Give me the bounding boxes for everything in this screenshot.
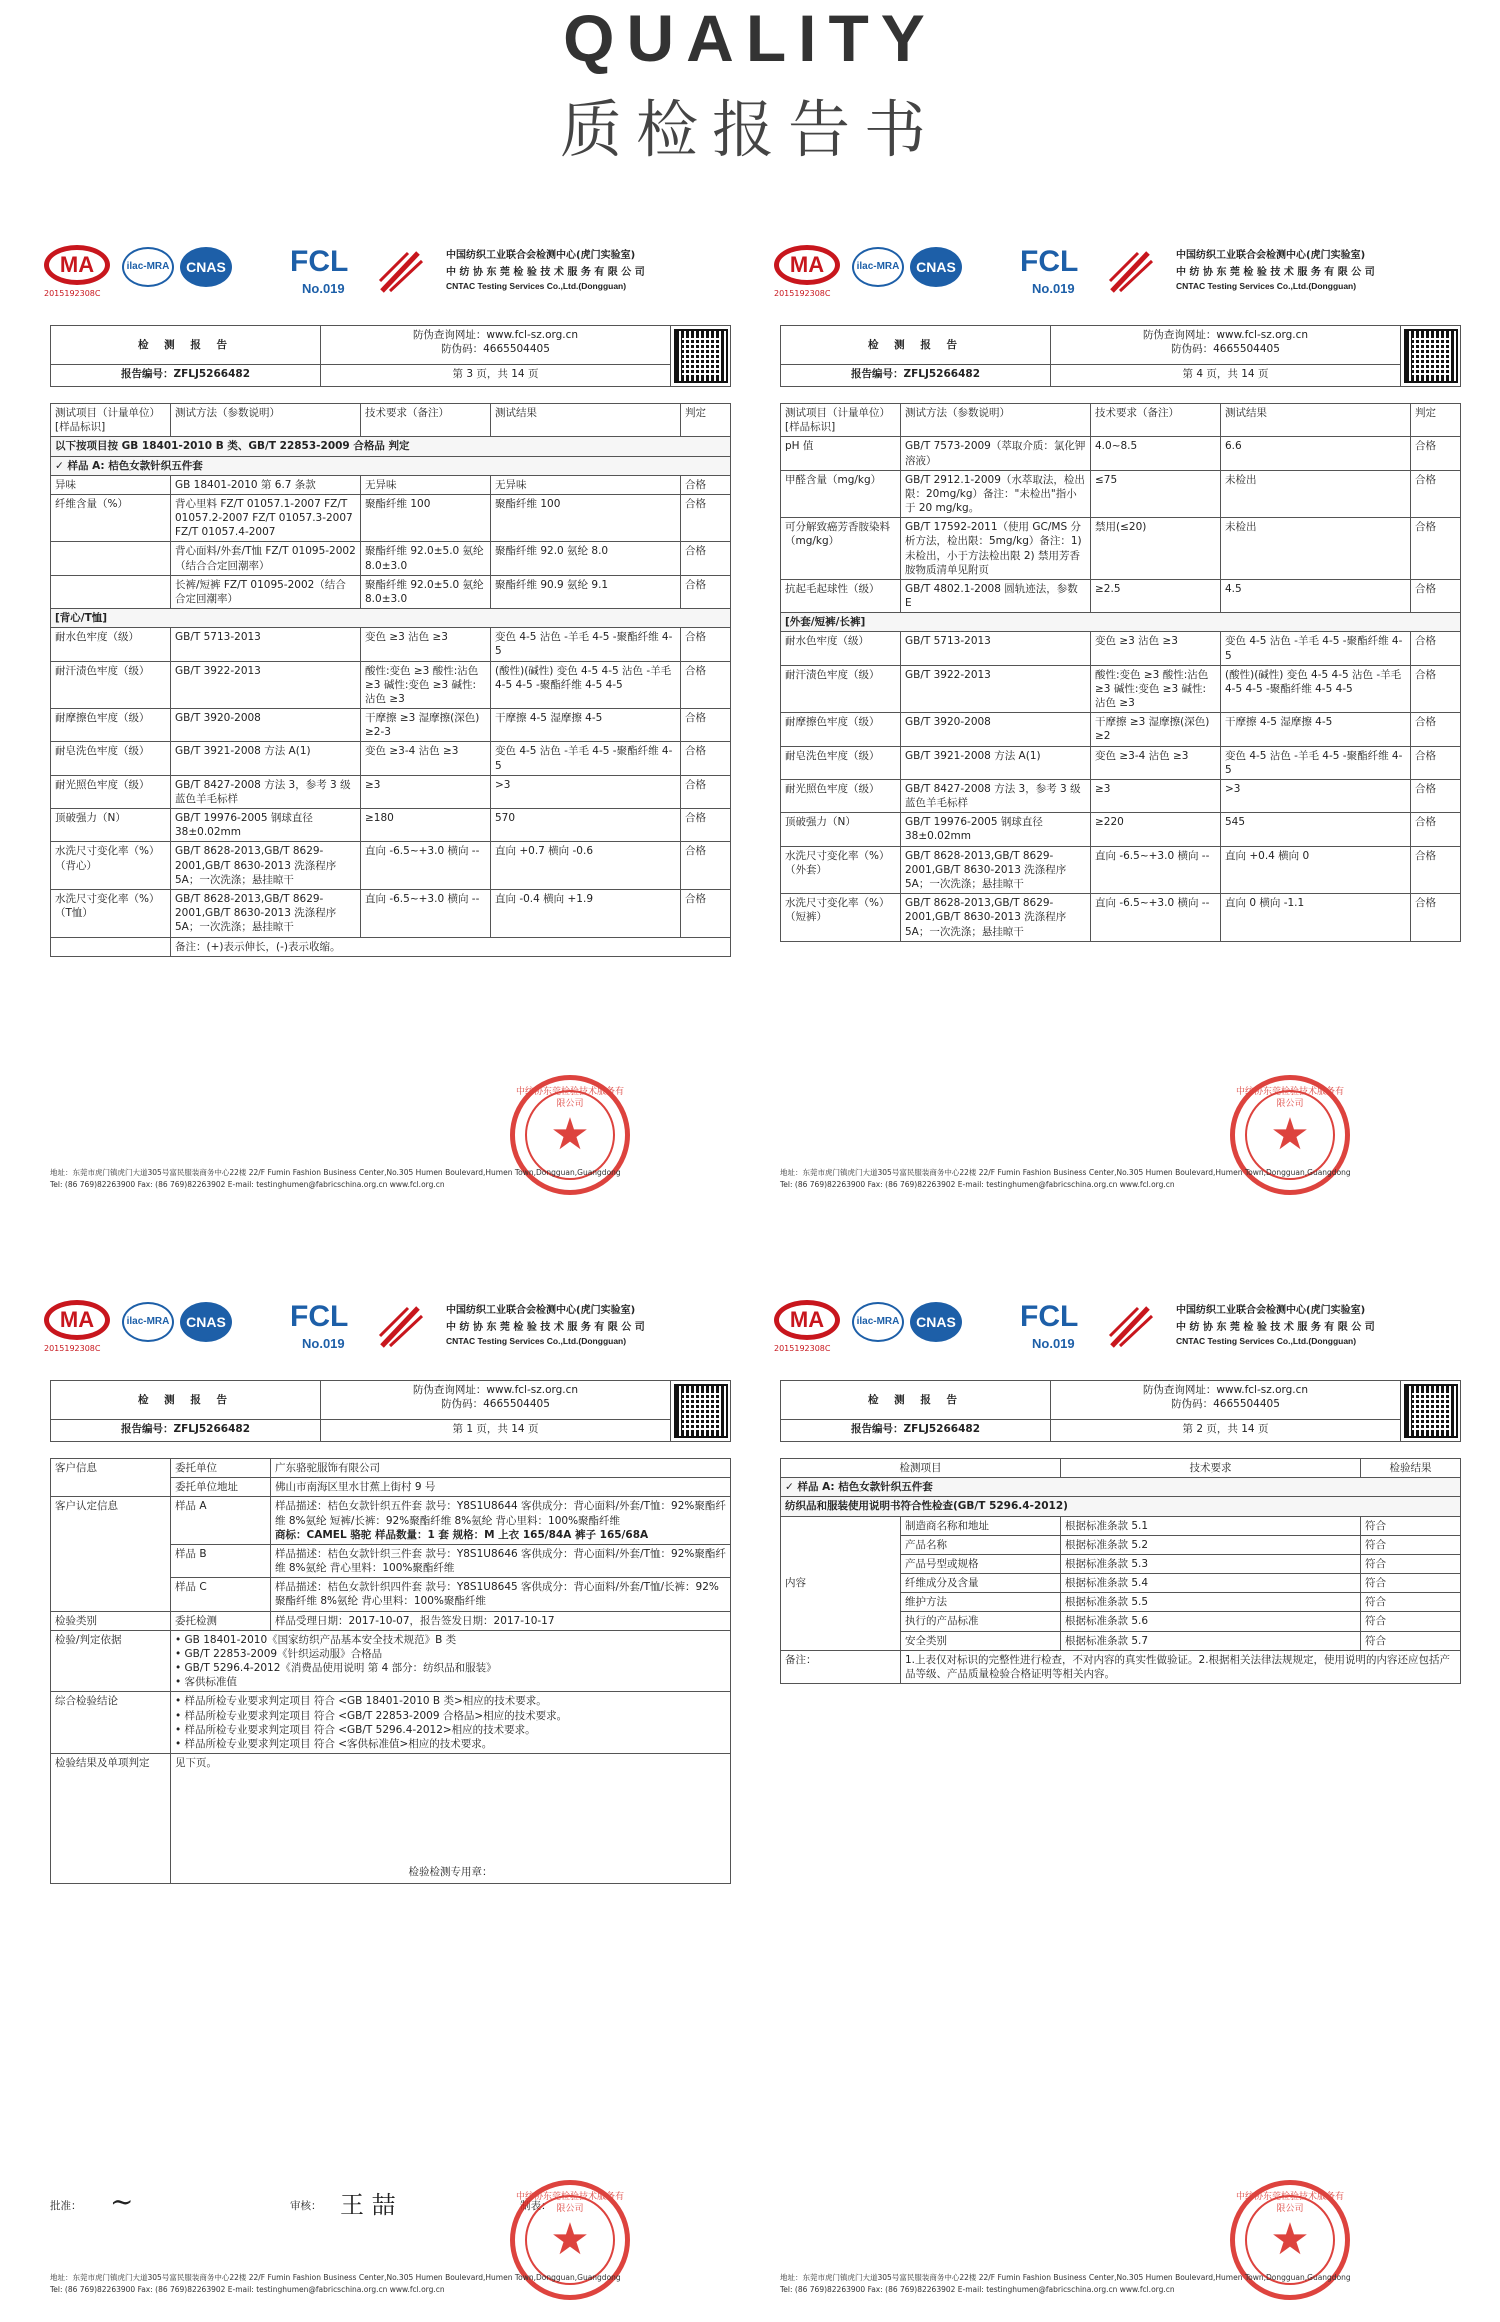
page-info: 第 3 页，共 14 页 [321, 364, 671, 386]
report-page-4 [760, 225, 1480, 1205]
official-seal: 中纺协东莞检验技术服务有限公司 ★ [1230, 2180, 1350, 2300]
flag-icon [1108, 1302, 1154, 1350]
table-row: 抗起毛起球性（级） GB/T 4802.1-2008 圆轨迹法，参数 E ≥2.5 4.5 合格 [781, 579, 1461, 612]
cover-table: 客户信息 委托单位 广东骆驼服饰有限公司 委托单位地址 佛山市南海区里水甘蕉上街村 9 号 客户认定信息 样品 A 样品描述：桔色女款针织五件套 款号：Y8S1U8644 客供成分：背心面料/外套/T恤：92%聚酯纤维 8%氨纶 短裤/长裤：92%聚酯纤维 8%氨纶 背心里料：100%聚酯纤维 商标：CAMEL 骆驼 样品数量：1 套 规格：M 上衣 165/84A 裤子 165/68A 样品 B 样品描述：桔色女款针织三件套 款号：Y8S1U8646 客供成分：背心面料/外套/T恤：92%聚酯纤维 8%氨纶 背心里料：100%聚酯纤维 样品 C 样品描述：桔色女款针织四件套 款号：Y8S1U8645 客供成分：背心面料/外套/T恤/长裤：92%聚酯纤维 8%氨纶 背心里料：100%聚酯纤维 检验类别 委托检测 样品受理日期：2017-10-07，报告签发日期：2017-10-17 检验/判定依据 • GB 18401-2010《国家纺织产品基本安全技术规范》B 类 • GB/T 22853-2009《针织运动服》合格品 • GB/T 5296.4-2012《消费品使用说明 第 4 部分：纺织品和服装》 • 客供标准值 综合检验结论 • 样品所检专业要求判定项目 符合 <GB 18401-2010 B 类>相应的技术要求。 • 样品所检专业要求判定项目 符合 <GB/T 22853-2009 合格品>相应的技术要求。 • 样品所检专业要求判定项目 符合 <GB/T 5296.4-2012>相应的技术要求。 • 样品所检专业要求判定项目 符合 <客供标准值>相应的技术要求。 检验结果及单项判定 见下页。 检验检测专用章： [50, 1458, 731, 1884]
fcl-logo: FCL [1020, 245, 1079, 278]
table-row: 顶破强力（N） GB/T 19976-2005 钢球直径 38±0.02mm ≥180 570 合格 [51, 809, 731, 842]
sample-row: 样品 C 样品描述：桔色女款针织四件套 款号：Y8S1U8645 客供成分：背心面料/外套/T恤/长裤：92%聚酯纤维 8%氨纶 背心里料：100%聚酯纤维 [51, 1578, 731, 1611]
flag-icon [378, 1302, 424, 1350]
table-row: 长裤/短裤 FZ/T 01095-2002（结合合定回潮率） 聚酯纤维 92.0±5.0 氨纶 8.0±3.0 聚酯纤维 90.9 氨纶 9.1 合格 [51, 575, 731, 608]
fcl-number: No.019 [1032, 1336, 1075, 1351]
qr-code [674, 1384, 728, 1438]
table-row: 产品名称 根据标准条款 5.2 符合 [781, 1535, 1461, 1554]
table-row: 耐摩擦色牢度（级） GB/T 3920-2008 干摩擦 ≥3 湿摩擦(深色) ≥2-3 干摩擦 4-5 湿摩擦 4-5 合格 [51, 709, 731, 742]
table-row: 纤维含量（%） 背心里料 FZ/T 01057.1-2007 FZ/T 01057.2-2007 FZ/T 01057.3-2007 FZ/T 01057.4-2007 聚酯纤维 100 聚酯纤维 100 合格 [51, 494, 731, 542]
ma-number: 2015192308C [44, 289, 101, 298]
cnas-logo: CNAS [910, 1302, 962, 1342]
report-header-table: 检 测 报 告 防伪查询网址：www.fcl-sz.org.cn 防伪码：4665504405 报告编号：ZFLJ5266482 第 4 页，共 14 页 [780, 325, 1461, 387]
report-page-1 [30, 1280, 750, 2310]
report-page-2 [760, 1280, 1480, 2310]
sample-row: 客户认定信息 样品 A 样品描述：桔色女款针织五件套 款号：Y8S1U8644 客供成分：背心面料/外套/T恤：92%聚酯纤维 8%氨纶 短裤/长裤：92%聚酯纤维 8%氨纶 背心里料：100%聚酯纤维 商标：CAMEL 骆驼 样品数量：1 套 规格：M 上衣 165/84A 裤子 165/68A [51, 1497, 731, 1545]
results-table: 测试项目（计量单位）[样品标识] 测试方法（参数说明） 技术要求（备注） 测试结果 判定 pH 值 GB/T 7573-2009（萃取介质：氯化钾溶液） 4.0~8.5 6.6 合格 甲醛含量（mg/kg） GB/T 2912.1-2009（水萃取法，检出限：20mg/kg）备注："未检出"指小于 20 mg/kg。 ≤75 未检出 合格 可分解致癌芳香胺染料（mg/kg） GB/T 17592-2011（使用 GC/MS 分析方法，检出限：5mg/kg）备注：1) 未检出，小于方法检出限 2) 禁用芳香胺物质清单见附页 禁用(≤20) 未检出 合格 抗起毛起球性（级） GB/T 4802.1-2008 圆轨迹法，参数 E ≥2.5 4.5 合格 [外套/短裤/长裤] 耐水色牢度（级） GB/T 5713-2013 变色 ≥3 沾色 ≥3 变色 4-5 沾色 -羊毛 4-5 -聚酯纤维 4-5 合格 耐汗渍色牢度（级） GB/T 3922-2013 酸性:变色 ≥3 酸性:沾色 ≥3 碱性:变色 ≥3 碱性:沾色 ≥3 (酸性)(碱性) 变色 4-5 4-5 沾色 -羊毛 4-5 4-5 -聚酯纤维 4-5 4-5 合格 耐摩擦色牢度（级） GB/T 3920-2008 干摩擦 ≥3 湿摩擦(深色) ≥2 干摩擦 4-5 湿摩擦 4-5 合格 耐皂洗色牢度（级） GB/T 3921-2008 方法 A(1) 变色 ≥3-4 沾色 ≥3 变色 4-5 沾色 -羊毛 4-5 -聚酯纤维 4-5 合格 耐光照色牢度（级） GB/T 8427-2008 方法 3，参考 3 级蓝色羊毛标样 ≥3 >3 合格 顶破强力（N） GB/T 19976-2005 钢球直径 38±0.02mm ≥220 545 合格 水洗尺寸变化率（%）（外套） GB/T 8628-2013,GB/T 8629-2001,GB/T 8630-2013 洗涤程序 5A；一次洗涤；悬挂晾干 直向 -6.5~+3.0 横向 -- 直向 +0.4 横向 0 合格 水洗尺寸变化率（%）（短裤） GB/T 8628-2013,GB/T 8629-2001,GB/T 8630-2013 洗涤程序 5A；一次洗涤；悬挂晾干 直向 -6.5~+3.0 横向 -- 直向 0 横向 -1.1 合格 [780, 403, 1461, 942]
ilac-logo: ilac-MRA [122, 247, 174, 287]
footer: 地址：东莞市虎门镇虎门大道305号富民服装商务中心22楼 22/F Fumin Fashion Business Center,No.305 Humen Boulevard,Humen Town,Dongguan,Guangdong Tel: (86 769)82263900 Fax: (86 769)82263902 E-mail: testinghumen@fabricschina.org.cn www.fcl.org.cn [780, 2273, 1351, 2294]
ma-number: 2015192308C [774, 289, 831, 298]
table-row: 耐摩擦色牢度（级） GB/T 3920-2008 干摩擦 ≥3 湿摩擦(深色) ≥2 干摩擦 4-5 湿摩擦 4-5 合格 [781, 713, 1461, 746]
ilac-logo: ilac-MRA [122, 1302, 174, 1342]
table-row: 耐光照色牢度（级） GB/T 8427-2008 方法 3，参考 3 级蓝色羊毛标样 ≥3 >3 合格 [51, 775, 731, 808]
footer: 地址：东莞市虎门镇虎门大道305号富民服装商务中心22楼 22/F Fumin Fashion Business Center,No.305 Humen Boulevard,Humen Town,Dongguan,Guangdong Tel: (86 769)82263900 Fax: (86 769)82263902 E-mail: testinghumen@fabricschina.org.cn www.fcl.org.cn [50, 1168, 621, 1189]
report-title: 检 测 报 告 [51, 1381, 321, 1420]
table-row: 执行的产品标准 根据标准条款 5.6 符合 [781, 1612, 1461, 1631]
table-row: 异味 GB 18401-2010 第 6.7 条款 无异味 无异味 合格 [51, 475, 731, 494]
table-row: 水洗尺寸变化率（%）（短裤） GB/T 8628-2013,GB/T 8629-2001,GB/T 8630-2013 洗涤程序 5A；一次洗涤；悬挂晾干 直向 -6.5~+3.0 横向 -- 直向 0 横向 -1.1 合格 [781, 894, 1461, 942]
table-row: 纤维成分及含量 根据标准条款 5.4 符合 [781, 1574, 1461, 1593]
qr-code [1404, 329, 1458, 383]
table-row: 维护方法 根据标准条款 5.5 符合 [781, 1593, 1461, 1612]
ma-number: 2015192308C [44, 1344, 101, 1353]
ilac-logo: ilac-MRA [852, 247, 904, 287]
cnas-logo: CNAS [910, 247, 962, 287]
ma-logo: MA [44, 245, 110, 285]
table-row: 耐皂洗色牢度（级） GB/T 3921-2008 方法 A(1) 变色 ≥3-4 沾色 ≥3 变色 4-5 沾色 -羊毛 4-5 -聚酯纤维 4-5 合格 [781, 746, 1461, 779]
report-header-table: 检 测 报 告 防伪查询网址：www.fcl-sz.org.cn 防伪码：4665504405 报告编号：ZFLJ5266482 第 1 页，共 14 页 [50, 1380, 731, 1442]
table-row: 内容 制造商名称和地址 根据标准条款 5.1 符合 [781, 1516, 1461, 1535]
official-seal: 中纺协东莞检验技术服务有限公司 ★ [1230, 1075, 1350, 1195]
fcl-logo: FCL [1020, 1300, 1079, 1333]
org-name: 中国纺织工业联合会检测中心(虎门实验室) 中 纺 协 东 莞 检 验 技 术 服 务 有 限 公 司 CNTAC Testing Services Co.,Ltd.(Dongguan) [1176, 1305, 1375, 1346]
report-header-table: 检 测 报 告 防伪查询网址：www.fcl-sz.org.cn 防伪码：4665504405 报告编号：ZFLJ5266482 第 2 页，共 14 页 [780, 1380, 1461, 1442]
table-row: 水洗尺寸变化率（%）（外套） GB/T 8628-2013,GB/T 8629-2001,GB/T 8630-2013 洗涤程序 5A；一次洗涤；悬挂晾干 直向 -6.5~+3.0 横向 -- 直向 +0.4 横向 0 合格 [781, 846, 1461, 894]
table-row: 水洗尺寸变化率（%）（背心） GB/T 8628-2013,GB/T 8629-2001,GB/T 8630-2013 洗涤程序 5A；一次洗涤；悬挂晾干 直向 -6.5~+3.0 横向 -- 直向 +0.7 横向 -0.6 合格 [51, 842, 731, 890]
label-check-table: 检测项目 技术要求 检验结果 ✓ 样品 A: 桔色女款针织五件套 纺织品和服装使用说明书符合性检查(GB/T 5296.4-2012) 内容 制造商名称和地址 根据标准条款 5.1 符合 产品名称 根据标准条款 5.2 符合 产品号型或规格 根据标准条款 5.3 符合 纤维成分及含量 根据标准条款 5.4 符合 维护方法 根据标准条款 5.5 符合 执行的产品标准 根据标准条款 5.6 符合 安全类别 根据标准条款 5.7 符合 备注： 1.上表仅对标识的完整性进行检查，不对内容的真实性做验证。2.根据相关法律法规规定，使用说明的内容还应包括产品等级、产品质量检验合格证明等相关内容。 [780, 1458, 1461, 1684]
fcl-number: No.019 [1032, 281, 1075, 296]
table-row: 可分解致癌芳香胺染料（mg/kg） GB/T 17592-2011（使用 GC/MS 分析方法，检出限：5mg/kg）备注：1) 未检出，小于方法检出限 2) 禁用芳香胺物质清单见附页 禁用(≤20) 未检出 合格 [781, 518, 1461, 580]
table-row: 背心面料/外套/T恤 FZ/T 01095-2002（结合合定回潮率） 聚酯纤维 92.0±5.0 氨纶 8.0±3.0 聚酯纤维 92.0 氨纶 8.0 合格 [51, 542, 731, 575]
table-row: 甲醛含量（mg/kg） GB/T 2912.1-2009（水萃取法，检出限：20mg/kg）备注："未检出"指小于 20 mg/kg。 ≤75 未检出 合格 [781, 470, 1461, 518]
page-info: 第 1 页，共 14 页 [321, 1419, 671, 1441]
report-title: 检 测 报 告 [781, 326, 1051, 365]
ilac-logo: ilac-MRA [852, 1302, 904, 1342]
results-table: 测试项目（计量单位）[样品标识] 测试方法（参数说明） 技术要求（备注） 测试结果 判定 以下按项目按 GB 18401-2010 B 类、GB/T 22853-2009 合格品 判定 ✓ 样品 A: 桔色女款针织五件套 异味 GB 18401-2010 第 6.7 条款 无异味 无异味 合格 纤维含量（%） 背心里料 FZ/T 01057.1-2007 FZ/T 01057.2-2007 FZ/T 01057.3-2007 FZ/T 01057.4-2007 聚酯纤维 100 聚酯纤维 100 合格 背心面料/外套/T恤 FZ/T 01095-2002（结合合定回潮率） 聚酯纤维 92.0±5.0 氨纶 8.0±3.0 聚酯纤维 92.0 氨纶 8.0 合格 长裤/短裤 FZ/T 01095-2002（结合合定回潮率） 聚酯纤维 92.0±5.0 氨纶 8.0±3.0 聚酯纤维 90.9 氨纶 9.1 合格 [背心/T恤] 耐水色牢度（级） GB/T 5713-2013 变色 ≥3 沾色 ≥3 变色 4-5 沾色 -羊毛 4-5 -聚酯纤维 4-5 合格 耐汗渍色牢度（级） GB/T 3922-2013 酸性:变色 ≥3 酸性:沾色 ≥3 碱性:变色 ≥3 碱性:沾色 ≥3 (酸性)(碱性) 变色 4-5 4-5 沾色 -羊毛 4-5 4-5 -聚酯纤维 4-5 4-5 合格 耐摩擦色牢度（级） GB/T 3920-2008 干摩擦 ≥3 湿摩擦(深色) ≥2-3 干摩擦 4-5 湿摩擦 4-5 合格 耐皂洗色牢度（级） GB/T 3921-2008 方法 A(1) 变色 ≥3-4 沾色 ≥3 变色 4-5 沾色 -羊毛 4-5 -聚酯纤维 4-5 合格 耐光照色牢度（级） GB/T 8427-2008 方法 3，参考 3 级蓝色羊毛标样 ≥3 >3 合格 顶破强力（N） GB/T 19976-2005 钢球直径 38±0.02mm ≥180 570 合格 水洗尺寸变化率（%）（背心） GB/T 8628-2013,GB/T 8629-2001,GB/T 8630-2013 洗涤程序 5A；一次洗涤；悬挂晾干 直向 -6.5~+3.0 横向 -- 直向 +0.7 横向 -0.6 合格 水洗尺寸变化率（%）（T恤） GB/T 8628-2013,GB/T 8629-2001,GB/T 8630-2013 洗涤程序 5A；一次洗涤；悬挂晾干 直向 -6.5~+3.0 横向 -- 直向 -0.4 横向 +1.9 合格 备注：(+)表示伸长，(-)表示收缩。 [50, 403, 731, 957]
quality-subtitle: 质检报告书 [559, 93, 940, 166]
signature-approve: ~ [110, 2185, 134, 2218]
report-page-3 [30, 225, 750, 1205]
fcl-logo: FCL [290, 245, 349, 278]
signature-check: 王 喆 [340, 2191, 396, 2219]
official-seal: 中纺协东莞检验技术服务有限公司 ★ [510, 1075, 630, 1195]
table-row: 安全类别 根据标准条款 5.7 符合 [781, 1631, 1461, 1650]
cnas-logo: CNAS [180, 1302, 232, 1342]
fcl-number: No.019 [302, 281, 345, 296]
signature-row: 批准： ~ 审核： 王 喆 制表： [50, 2185, 552, 2219]
quality-title: QUALITY [563, 1, 937, 75]
ma-logo: MA [774, 1300, 840, 1340]
table-row: 耐水色牢度（级） GB/T 5713-2013 变色 ≥3 沾色 ≥3 变色 4-5 沾色 -羊毛 4-5 -聚酯纤维 4-5 合格 [51, 628, 731, 661]
table-row: 耐汗渍色牢度（级） GB/T 3922-2013 酸性:变色 ≥3 酸性:沾色 ≥3 碱性:变色 ≥3 碱性:沾色 ≥3 (酸性)(碱性) 变色 4-5 4-5 沾色 -羊毛 4-5 4-5 -聚酯纤维 4-5 4-5 合格 [781, 665, 1461, 713]
table-row: 耐光照色牢度（级） GB/T 8427-2008 方法 3，参考 3 级蓝色羊毛标样 ≥3 >3 合格 [781, 779, 1461, 812]
table-row: 备注：(+)表示伸长，(-)表示收缩。 [51, 937, 731, 956]
org-name: 中国纺织工业联合会检测中心(虎门实验室) 中 纺 协 东 莞 检 验 技 术 服 务 有 限 公 司 CNTAC Testing Services Co.,Ltd.(Dongguan) [446, 1305, 645, 1346]
table-row: 耐水色牢度（级） GB/T 5713-2013 变色 ≥3 沾色 ≥3 变色 4-5 沾色 -羊毛 4-5 -聚酯纤维 4-5 合格 [781, 632, 1461, 665]
ma-number: 2015192308C [774, 1344, 831, 1353]
page-info: 第 2 页，共 14 页 [1051, 1419, 1401, 1441]
qr-code [1404, 1384, 1458, 1438]
report-title: 检 测 报 告 [781, 1381, 1051, 1420]
table-row: 顶破强力（N） GB/T 19976-2005 钢球直径 38±0.02mm ≥220 545 合格 [781, 813, 1461, 846]
qr-code [674, 329, 728, 383]
cnas-logo: CNAS [180, 247, 232, 287]
table-row: pH 值 GB/T 7573-2009（萃取介质：氯化钾溶液） 4.0~8.5 6.6 合格 [781, 437, 1461, 470]
flag-icon [378, 247, 424, 295]
org-name: 中国纺织工业联合会检测中心(虎门实验室) 中 纺 协 东 莞 检 验 技 术 服 务 有 限 公 司 CNTAC Testing Services Co.,Ltd.(Dongguan) [446, 250, 645, 291]
report-title: 检 测 报 告 [51, 326, 321, 365]
table-row: 耐汗渍色牢度（级） GB/T 3922-2013 酸性:变色 ≥3 酸性:沾色 ≥3 碱性:变色 ≥3 碱性:沾色 ≥3 (酸性)(碱性) 变色 4-5 4-5 沾色 -羊毛 4-5 4-5 -聚酯纤维 4-5 4-5 合格 [51, 661, 731, 709]
footer: 地址：东莞市虎门镇虎门大道305号富民服装商务中心22楼 22/F Fumin Fashion Business Center,No.305 Humen Boulevard,Humen Town,Dongguan,Guangdong Tel: (86 769)82263900 Fax: (86 769)82263902 E-mail: testinghumen@fabricschina.org.cn www.fcl.org.cn [50, 2273, 621, 2294]
fcl-number: No.019 [302, 1336, 345, 1351]
footer: 地址：东莞市虎门镇虎门大道305号富民服装商务中心22楼 22/F Fumin Fashion Business Center,No.305 Humen Boulevard,Humen Town,Dongguan,Guangdong Tel: (86 769)82263900 Fax: (86 769)82263902 E-mail: testinghumen@fabricschina.org.cn www.fcl.org.cn [780, 1168, 1351, 1189]
org-name: 中国纺织工业联合会检测中心(虎门实验室) 中 纺 协 东 莞 检 验 技 术 服 务 有 限 公 司 CNTAC Testing Services Co.,Ltd.(Dongguan) [1176, 250, 1375, 291]
flag-icon [1108, 247, 1154, 295]
sample-row: 样品 B 样品描述：桔色女款针织三件套 款号：Y8S1U8646 客供成分：背心面料/外套/T恤：92%聚酯纤维 8%氨纶 背心里料：100%聚酯纤维 [51, 1544, 731, 1577]
table-row: 耐皂洗色牢度（级） GB/T 3921-2008 方法 A(1) 变色 ≥3-4 沾色 ≥3 变色 4-5 沾色 -羊毛 4-5 -聚酯纤维 4-5 合格 [51, 742, 731, 775]
ma-logo: MA [774, 245, 840, 285]
ma-logo: MA [44, 1300, 110, 1340]
fcl-logo: FCL [290, 1300, 349, 1333]
report-header-table: 检 测 报 告 防伪查询网址：www.fcl-sz.org.cn 防伪码：4665504405 报告编号：ZFLJ5266482 第 3 页，共 14 页 [50, 325, 731, 387]
official-seal: 中纺协东莞检验技术服务有限公司 ★ [510, 2180, 630, 2300]
page-info: 第 4 页，共 14 页 [1051, 364, 1401, 386]
table-row: 水洗尺寸变化率（%）（T恤） GB/T 8628-2013,GB/T 8629-2001,GB/T 8630-2013 洗涤程序 5A；一次洗涤；悬挂晾干 直向 -6.5~+3.0 横向 -- 直向 -0.4 横向 +1.9 合格 [51, 889, 731, 937]
table-row: 产品号型或规格 根据标准条款 5.3 符合 [781, 1554, 1461, 1573]
